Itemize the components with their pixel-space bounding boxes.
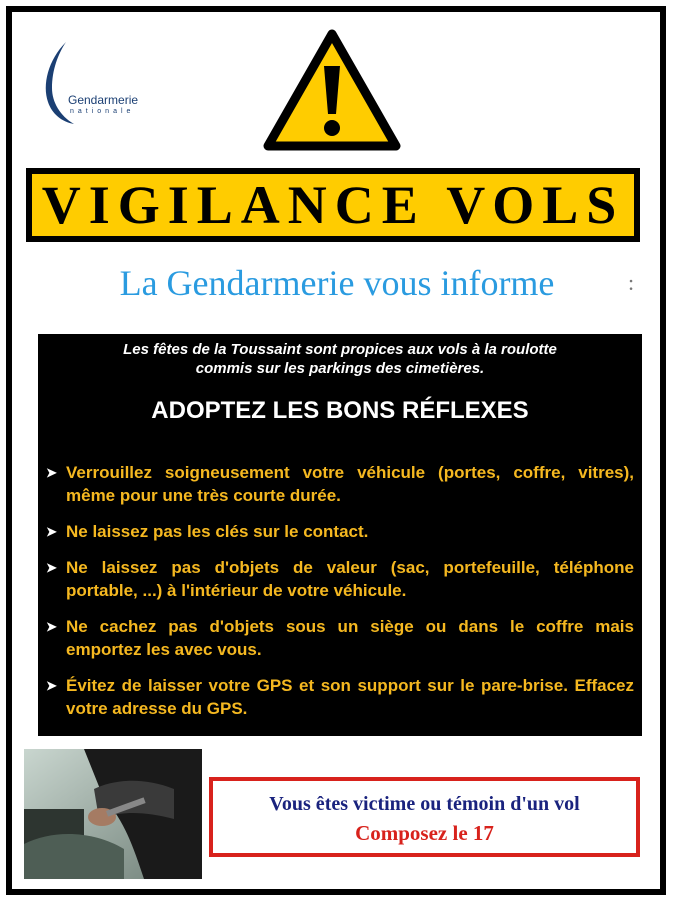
intro-line-2: commis sur les parkings des cimetières. [195,360,485,377]
tip-text: Verrouillez soigneusement votre véhicule (portes, coffre, vitres), même pour une très courte durée. [66,463,634,505]
vigilance-banner [26,168,640,242]
bullet-icon: ➤ [46,619,57,634]
gendarmerie-logo [40,40,160,130]
callout-line-1: Vous êtes victime ou témoin d'un vol [269,793,580,815]
banner-title: VIGILANCE VOLS [41,175,625,235]
bullet-icon: ➤ [46,560,57,575]
bullet-icon: ➤ [46,465,57,480]
intro-text [38,340,642,378]
advice-panel [38,334,642,736]
tip-text: Ne laissez pas d'objets de valeur (sac, portefeuille, téléphone portable, ...) à l'intérieur de votre véhicule. [66,558,634,600]
tip-text: Ne cachez pas d'objets sous un siège ou dans le coffre mais emportez les avec vous. [66,617,634,659]
logo-brand-text: Gendarmerie [68,93,139,107]
tip-item [46,615,634,661]
emergency-callout [209,777,640,857]
logo-sub-text: nationale [70,108,135,115]
bullet-icon: ➤ [46,524,57,539]
tips-list [46,461,634,733]
subtitle: La Gendarmerie vous informe [119,263,555,303]
tip-item [46,520,634,543]
tip-item [46,556,634,602]
intro-line-1: Les fêtes de la Toussaint sont propices aux vols à la roulotte [123,341,557,358]
tip-item [46,674,634,720]
bullet-icon: ➤ [46,678,57,693]
theft-photo [24,749,202,879]
tip-text: Ne laissez pas les clés sur le contact. [66,522,369,541]
tip-item [46,461,634,507]
scan-artifact: : [628,270,635,295]
tip-text: Évitez de laisser votre GPS et son support sur le pare-brise. Effacez votre adresse du GPS. [66,676,634,718]
warning-triangle-icon [262,28,402,153]
logo-swoosh-icon [40,40,80,130]
panel-heading: ADOPTEZ LES BONS RÉFLEXES [151,397,529,424]
callout-line-2: Composez le 17 [355,821,494,845]
